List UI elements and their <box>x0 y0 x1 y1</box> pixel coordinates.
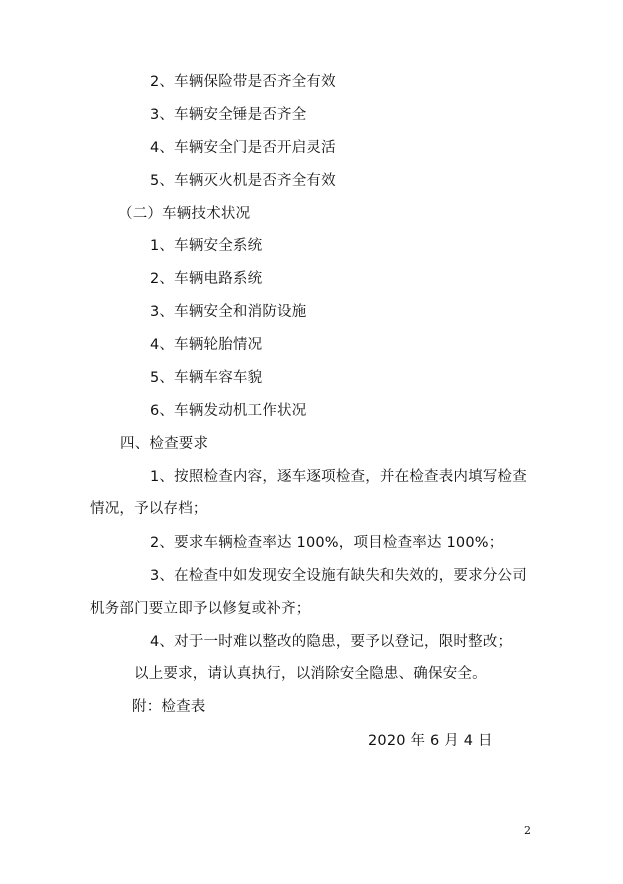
requirement-1-line-2: 情况，予以存档； <box>90 501 208 517</box>
check-item-2: 2、车辆保险带是否齐全有效 <box>150 74 336 90</box>
check-item-4: 4、车辆安全门是否开启灵活 <box>150 140 336 156</box>
requirement-2: 2、要求车辆检查率达 100%，项目检查率达 100%； <box>150 535 504 551</box>
closing-statement: 以上要求，请认真执行，以消除安全隐患、确保安全。 <box>134 666 487 682</box>
requirement-1-line-1: 1、按照检查内容，逐车逐项检查，并在检查表内填写检查 <box>150 469 527 485</box>
check-item-5: 5、车辆灭火机是否齐全有效 <box>150 173 336 189</box>
requirement-3-line-1: 3、在检查中如发现安全设施有缺失和失效的，要求分公司 <box>150 568 527 584</box>
section-heading-tech-status: （二）车辆技术状况 <box>118 206 251 222</box>
attachment-note: 附：检查表 <box>132 699 206 715</box>
tech-item-3: 3、车辆安全和消防设施 <box>150 304 307 320</box>
check-item-3: 3、车辆安全锤是否齐全 <box>150 107 307 123</box>
tech-item-5: 5、车辆车容车貌 <box>150 370 263 386</box>
document-date: 2020 年 6 月 4 日 <box>368 733 493 749</box>
requirement-3-line-2: 机务部门要立即予以修复或补齐； <box>90 601 311 617</box>
page-number: 2 <box>524 824 531 837</box>
tech-item-2: 2、车辆电路系统 <box>150 271 263 287</box>
requirement-4: 4、对于一时难以整改的隐患，要予以登记，限时整改； <box>150 634 513 650</box>
tech-item-1: 1、车辆安全系统 <box>150 238 263 254</box>
section-heading-requirements: 四、检查要求 <box>120 436 209 452</box>
tech-item-6: 6、车辆发动机工作状况 <box>150 403 307 419</box>
tech-item-4: 4、车辆轮胎情况 <box>150 337 263 353</box>
